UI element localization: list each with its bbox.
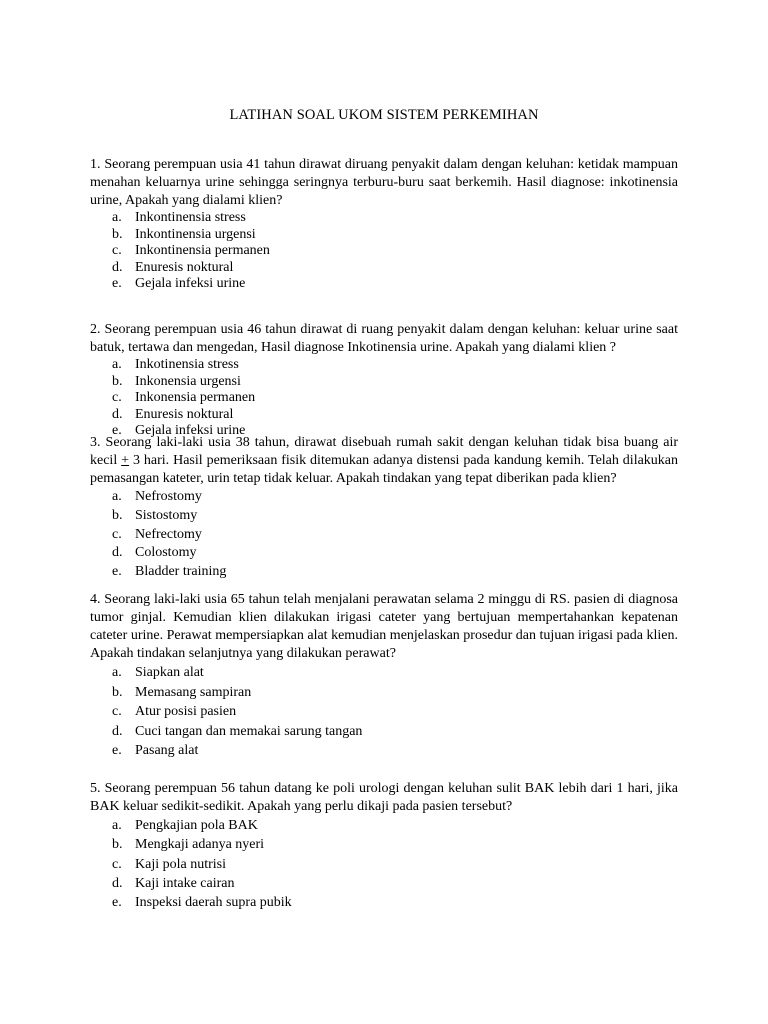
- question-stem-part: 3 hari. Hasil pemeriksaan fisik ditemukan adanya distensi pada kandung kemih. Telah dilakukan pemasangan kateter, urin tetap tidak keluar. Apakah tindakan yang tepat diberikan pada klien?: [90, 453, 679, 486]
- question-stem: 1. Seorang perempuan usia 41 tahun dirawat diruang penyakit dalam dengan keluhan: ketidak mampuan menahan keluarnya urine sehingga seringnya terburu-buru saat berkemih. Hasil diagnose: inkotinensia urine, Apakah yang dialami klien?: [90, 157, 678, 208]
- option-text: Inkotinensia stress: [135, 357, 239, 372]
- option-b: [90, 835, 678, 854]
- option-list: [90, 816, 678, 912]
- document-title: LATIHAN SOAL UKOM SISTEM PERKEMIHAN: [229, 107, 539, 123]
- option-c: [90, 702, 678, 722]
- option-text: Inkontinensia permanen: [135, 243, 270, 259]
- question-stem: [90, 434, 678, 488]
- question-stem: 5. Seorang perempuan 56 tahun datang ke poli urologi dengan keluhan sulit BAK lebih dari 1 hari, jika BAK keluar sedikit-sedikit. Apakah yang perlu dikaji pada pasien tersebut?: [90, 781, 678, 814]
- option-text: Cuci tangan dan memakai sarung tangan: [135, 723, 363, 739]
- option-text: Mengkaji adanya nyeri: [135, 837, 265, 853]
- question-2: [90, 321, 678, 440]
- option-c: [90, 243, 678, 260]
- option-d: [90, 407, 678, 424]
- option-letter: b.: [112, 373, 123, 389]
- option-c: [90, 855, 678, 874]
- option-text: Nefrectomy: [135, 526, 202, 542]
- option-letter: d.: [112, 723, 123, 739]
- question-5: [90, 780, 678, 912]
- option-letter: e.: [112, 743, 122, 758]
- option-letter: c.: [112, 390, 122, 406]
- option-list: [90, 488, 678, 582]
- option-b: [90, 683, 678, 703]
- option-text: Enuresis noktural: [135, 259, 234, 275]
- option-letter: e.: [112, 895, 122, 911]
- option-letter: c.: [112, 243, 122, 259]
- option-text: Siapkan alat: [135, 665, 204, 680]
- option-b: [90, 227, 678, 244]
- option-letter: a.: [112, 210, 122, 225]
- option-list: [90, 663, 678, 761]
- option-text: Colostomy: [135, 545, 197, 561]
- option-d: [90, 722, 678, 742]
- option-e: [90, 276, 678, 293]
- option-a: [90, 488, 678, 507]
- plus-minus-symbol: +: [121, 453, 130, 468]
- option-a: [90, 663, 678, 683]
- option-d: [90, 544, 678, 563]
- option-a: [90, 816, 678, 835]
- option-letter: d.: [112, 545, 123, 561]
- option-text: Inkonensia urgensi: [135, 373, 241, 389]
- option-letter: e.: [112, 423, 122, 439]
- option-text: Pengkajian pola BAK: [135, 818, 258, 833]
- question-3: [90, 434, 678, 582]
- option-c: [90, 526, 678, 545]
- option-text: Gejala infeksi urine: [135, 423, 246, 439]
- question-stem: 2. Seorang perempuan usia 46 tahun dirawat di ruang penyakit dalam dengan keluhan: keluar urine saat batuk, tertawa dan mengedan, Hasil diagnose Inkotinensia urine. Apakah yang dialami klien ?: [90, 322, 678, 355]
- option-a: [90, 210, 678, 227]
- question-stem: 4. Seorang laki-laki usia 65 tahun telah menjalani perawatan selama 2 minggu di RS. pasien di diagnosa tumor ginjal. Kemudian klien dilakukan irigasi cateter yang bertujuan mempertahankan kepatenan cateter urine. Perawat mempersiapkan alat kemudian menjelaskan prosedur dan tujuan irigasi pada klien. Apakah tindakan selanjutnya yang dilakukan perawat?: [90, 592, 678, 661]
- question-stem-part: 3. Seorang laki-laki usia 38 tahun, dirawat disebuah rumah sakit dengan keluhan tidak bisa buang air kecil: [90, 435, 678, 468]
- option-letter: a.: [112, 665, 122, 680]
- option-c: [90, 390, 678, 407]
- option-letter: d.: [112, 875, 123, 891]
- question-4: [90, 591, 678, 761]
- option-letter: b.: [112, 837, 123, 853]
- option-text: Sistostomy: [135, 507, 198, 523]
- option-letter: b.: [112, 684, 123, 700]
- option-text: Gejala infeksi urine: [135, 276, 246, 292]
- option-letter: d.: [112, 406, 123, 422]
- option-text: Memasang sampiran: [135, 684, 252, 700]
- question-1: [90, 156, 678, 293]
- option-text: Inspeksi daerah supra pubik: [135, 895, 292, 911]
- option-text: Inkontinensia urgensi: [135, 226, 256, 242]
- option-letter: c.: [112, 704, 122, 719]
- option-letter: a.: [112, 357, 122, 372]
- option-e: [90, 893, 678, 912]
- option-text: Inkontinensia stress: [135, 210, 246, 225]
- option-letter: b.: [112, 226, 123, 242]
- option-text: Enuresis noktural: [135, 406, 234, 422]
- option-text: Atur posisi pasien: [135, 704, 237, 719]
- option-letter: c.: [112, 856, 122, 872]
- option-text: Inkonensia permanen: [135, 390, 256, 406]
- option-e: [90, 563, 678, 582]
- option-d: [90, 260, 678, 277]
- option-text: Pasang alat: [135, 743, 199, 758]
- option-letter: e.: [112, 276, 122, 292]
- option-b: [90, 507, 678, 526]
- option-a: [90, 357, 678, 374]
- option-text: Kaji pola nutrisi: [135, 856, 226, 872]
- option-list: [90, 357, 678, 440]
- option-e: [90, 741, 678, 761]
- option-d: [90, 874, 678, 893]
- option-text: Bladder training: [135, 564, 227, 580]
- option-letter: b.: [112, 507, 123, 523]
- option-list: [90, 210, 678, 293]
- option-b: [90, 374, 678, 391]
- option-letter: a.: [112, 818, 122, 833]
- option-letter: a.: [112, 489, 122, 504]
- option-letter: d.: [112, 259, 123, 275]
- option-text: Nefrostomy: [135, 489, 202, 504]
- option-letter: e.: [112, 564, 122, 580]
- option-text: Kaji intake cairan: [135, 875, 235, 891]
- option-letter: c.: [112, 526, 122, 542]
